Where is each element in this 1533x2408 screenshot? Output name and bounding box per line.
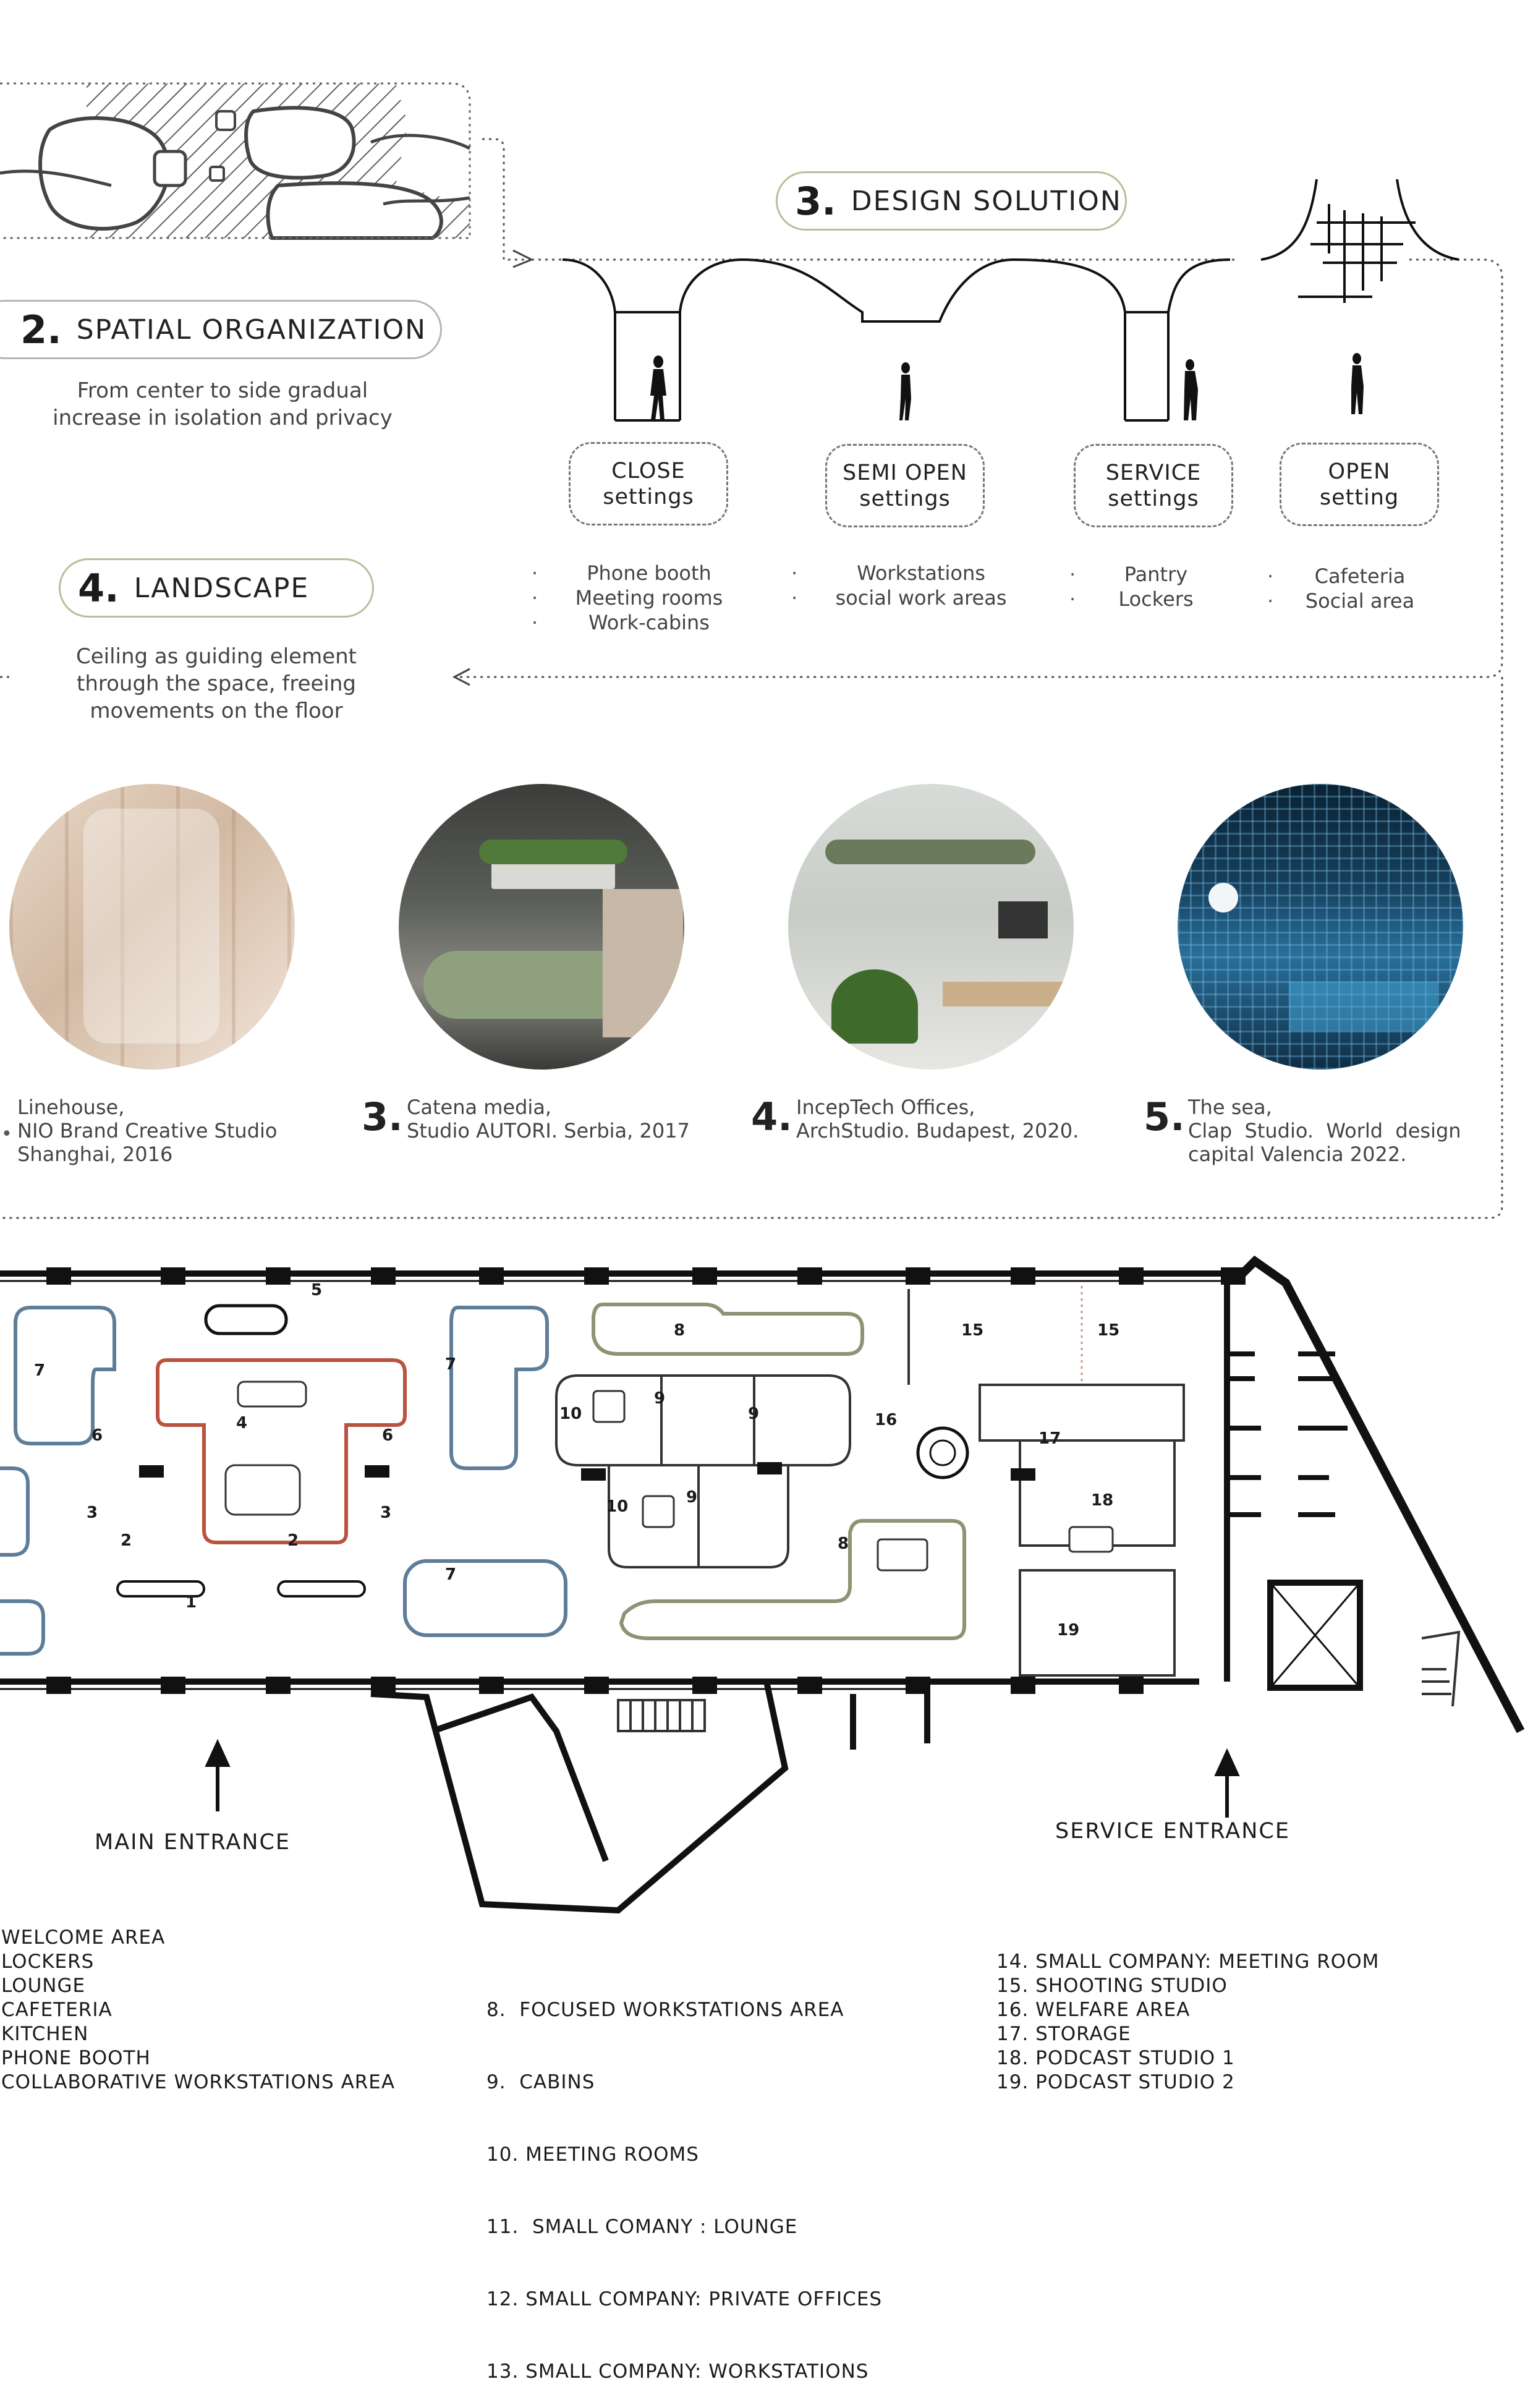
caption-line: ArchStudio. Budapest, 2020. [796, 1119, 1079, 1142]
plan-zone-label: 4 [236, 1414, 248, 1432]
desc-line: movements on the floor [90, 699, 343, 723]
legend-item: 8. FOCUSED WORKSTATIONS AREA [486, 1999, 844, 2021]
service-entrance-label: SERVICE ENTRANCE [1055, 1819, 1290, 1844]
legend-item: 12. SMALL COMPANY: PRIVATE OFFICES [486, 2288, 883, 2310]
setting-title: OPEN [1328, 459, 1391, 484]
plan-zone-label: 19 [1057, 1621, 1080, 1640]
step-number: 3. [795, 178, 836, 224]
plan-zone-label: 5 [311, 1281, 323, 1300]
reference-photo-the-sea [1178, 784, 1463, 1070]
legend-item: 13. SMALL COMPANY: WORKSTATIONS [486, 2360, 869, 2383]
landscape-description [25, 643, 408, 725]
legend-item: 10. MEETING ROOMS [486, 2143, 699, 2166]
plan-zone-label: 15 [961, 1321, 984, 1340]
caption-line: capital Valencia 2022. [1188, 1142, 1407, 1166]
plan-zone-label: 15 [1097, 1321, 1120, 1340]
setting-title: SEMI OPEN [843, 460, 967, 485]
main-entrance-label: MAIN ENTRANCE [95, 1830, 291, 1855]
setting-title: CLOSE [611, 458, 686, 483]
desc-line: through the space, freeing [77, 671, 356, 696]
plan-zone-label: 7 [34, 1361, 46, 1380]
caption-line: NIO Brand Creative Studio [17, 1119, 278, 1142]
plan-zone-label: 9 [654, 1389, 666, 1408]
open-setting-box [1280, 443, 1439, 526]
legend-column-1 [1, 1926, 395, 2095]
plan-zone-label: 8 [674, 1321, 686, 1340]
reference-photo-catena-media [399, 784, 684, 1070]
plan-zone-label: 2 [287, 1531, 299, 1550]
reference-caption-inceptech [796, 1096, 1105, 1142]
setting-subtitle: settings [859, 486, 951, 511]
legend-item: LOCKERS [1, 1951, 95, 1973]
bullet-dot: • [1, 1123, 12, 1145]
reference-photo-linehouse [9, 784, 295, 1070]
step-label: DESIGN SOLUTION [851, 185, 1122, 217]
step-number: 4. [78, 565, 119, 611]
caption-line: Linehouse, [17, 1096, 125, 1119]
caption-line: The sea, [1188, 1096, 1272, 1119]
spatial-organization-description [25, 377, 420, 432]
person-icon [650, 353, 1364, 420]
plan-zone-label: 18 [1091, 1491, 1114, 1510]
list-item: · social work areas [816, 585, 1026, 610]
plan-zone-label: 6 [382, 1426, 394, 1445]
close-settings-box [569, 442, 728, 525]
plan-zone-label: 9 [748, 1405, 760, 1423]
plan-zone-label: 7 [445, 1565, 457, 1584]
legend-item: 16. WELFARE AREA [996, 1999, 1191, 2021]
desc-line: increase in isolation and privacy [53, 406, 393, 430]
step-label: LANDSCAPE [134, 572, 310, 604]
plan-zone-label: 8 [838, 1534, 849, 1553]
setting-subtitle: setting [1319, 485, 1399, 510]
reference-photo-inceptech [788, 784, 1074, 1070]
semi-open-settings-list [816, 561, 1026, 610]
legend-item: 9. CABINS [486, 2071, 595, 2093]
list-item: · Workstations [816, 561, 1026, 585]
list-item: · Lockers [1094, 587, 1218, 611]
plan-zone-label: 1 [185, 1593, 197, 1612]
semi-open-settings-box [825, 444, 985, 527]
legend-item: 19. PODCAST STUDIO 2 [996, 2071, 1235, 2093]
caption-line: Catena media, [407, 1096, 552, 1119]
reference-number: 3. [362, 1094, 403, 1139]
plan-zone-label: 16 [875, 1411, 898, 1429]
legend-column-3 [996, 1950, 1379, 2095]
list-item: · Work-cabins [556, 610, 742, 635]
list-item: · Phone booth [556, 561, 742, 585]
legend-item: LOUNGE [1, 1975, 86, 1997]
step-label: SPATIAL ORGANIZATION [76, 313, 427, 346]
landscape-bubble [59, 558, 374, 618]
step-number: 2. [20, 307, 62, 352]
reference-caption-catena [407, 1096, 697, 1142]
arrow-up-icon [208, 1743, 1237, 1818]
plan-zone-label: 7 [445, 1355, 457, 1374]
reference-caption-the-sea [1188, 1096, 1479, 1166]
list-item: · Meeting rooms [556, 585, 742, 610]
legend-item: PHONE BOOTH [1, 2047, 151, 2069]
list-item: · Cafeteria [1292, 564, 1428, 589]
caption-line: Shanghai, 2016 [17, 1142, 173, 1166]
setting-title: SERVICE [1105, 460, 1202, 485]
legend-column-2 [486, 1950, 882, 2408]
plan-zone-label: 10 [606, 1497, 629, 1516]
setting-subtitle: settings [1108, 486, 1199, 511]
reference-number: 4. [751, 1094, 792, 1139]
plan-zone-label: 2 [121, 1531, 132, 1550]
legend-item: CAFETERIA [1, 1999, 113, 2021]
legend-item: KITCHEN [1, 2023, 89, 2045]
legend-item: WELCOME AREA [1, 1926, 166, 1949]
plan-zone-label: 3 [87, 1504, 98, 1522]
caption-line: Studio AUTORI. Serbia, 2017 [407, 1119, 690, 1142]
caption-line: IncepTech Offices, [796, 1096, 975, 1119]
legend-item: COLLABORATIVE WORKSTATIONS AREA [1, 2071, 396, 2093]
caption-line: Clap Studio. World design [1188, 1119, 1461, 1142]
service-settings-box [1074, 444, 1233, 527]
legend-item: 14. SMALL COMPANY: MEETING ROOM [996, 1951, 1380, 1973]
close-settings-list [556, 561, 742, 635]
legend-item: 11. SMALL COMANY : LOUNGE [486, 2216, 798, 2238]
legend-item: 18. PODCAST STUDIO 1 [996, 2047, 1235, 2069]
spatial-organization-bubble [0, 300, 442, 359]
plan-zone-label: 10 [559, 1405, 582, 1423]
legend-item: 15. SHOOTING STUDIO [996, 1975, 1228, 1997]
plan-zone-label: 9 [686, 1488, 698, 1507]
service-settings-list [1094, 562, 1218, 611]
plan-zone-label: 6 [91, 1426, 103, 1445]
reference-number: 5. [1144, 1094, 1185, 1139]
desc-line: From center to side gradual [77, 378, 368, 403]
desc-line: Ceiling as guiding element [75, 644, 357, 669]
open-setting-list [1292, 564, 1428, 613]
plan-zone-label: 3 [380, 1504, 392, 1522]
legend-item: 17. STORAGE [996, 2023, 1131, 2045]
list-item: · Social area [1292, 589, 1428, 613]
setting-subtitle: settings [603, 484, 694, 509]
design-solution-bubble [776, 171, 1127, 231]
reference-caption-linehouse [17, 1096, 302, 1166]
list-item: · Pantry [1094, 562, 1218, 587]
plan-zone-label: 17 [1038, 1429, 1061, 1448]
